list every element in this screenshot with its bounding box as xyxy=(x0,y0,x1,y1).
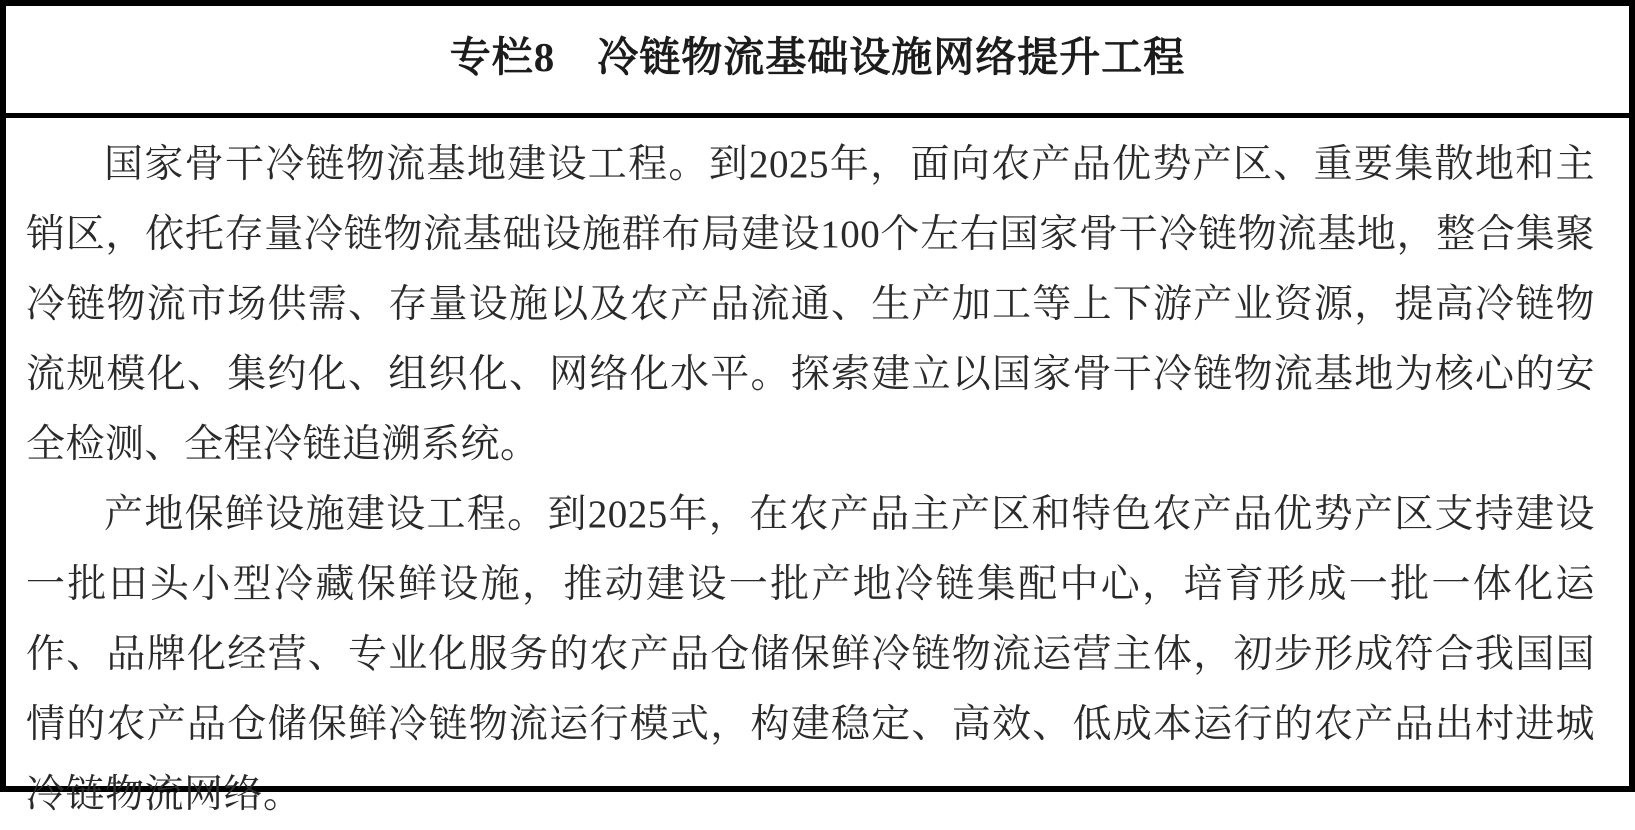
column-body xyxy=(6,118,1629,830)
column-title-row xyxy=(6,6,1629,118)
paragraph-national-backbone-bases: 国家骨干冷链物流基地建设工程。到2025年，面向农产品优势产区、重要集散地和主销区，依托存量冷链物流基础设施群布局建设100个左右国家骨干冷链物流基地，整合集聚冷链物流市场供需、存量设施以及农产品流通、生产加工等上下游产业资源，提高冷链物流规模化、集约化、组织化、网络化水平。探索建立以国家骨干冷链物流基地为核心的安全检测、全程冷链追溯系统。 xyxy=(26,143,1595,466)
column-title: 专栏8 冷链物流基础设施网络提升工程 xyxy=(449,34,1186,80)
paragraph-origin-preservation-facilities: 产地保鲜设施建设工程。到2025年，在农产品主产区和特色农产品优势产区支持建设一批田头小型冷藏保鲜设施，推动建设一批产地冷链集配中心，培育形成一批一体化运作、品牌化经营、专业化服务的农产品仓储保鲜冷链物流运营主体，初步形成符合我国国情的农产品仓储保鲜冷链物流运行模式，构建稳定、高效、低成本运行的农产品出村进城冷链物流网络。 xyxy=(26,493,1595,816)
